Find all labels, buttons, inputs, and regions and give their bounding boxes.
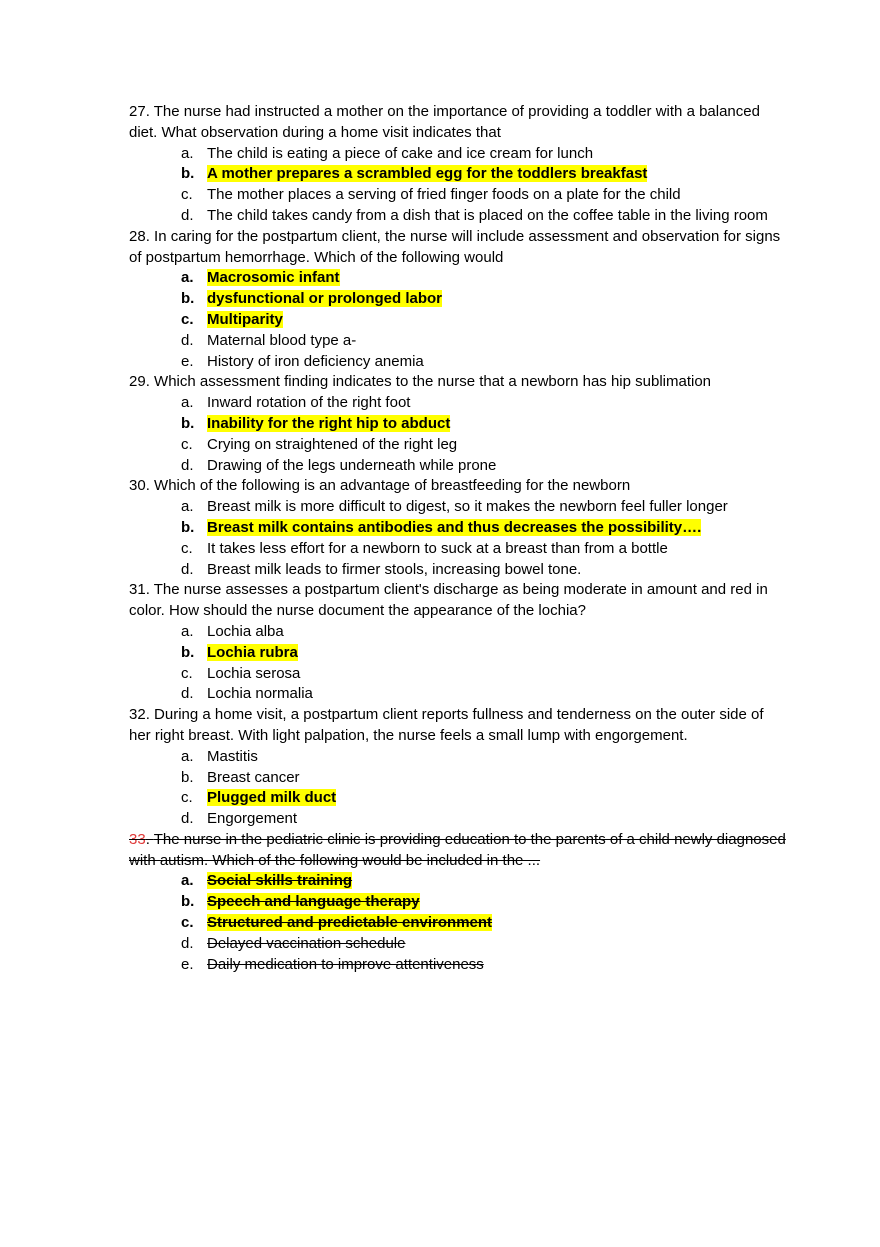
question-30 — [129, 476, 789, 580]
option-text: The mother places a serving of fried finger foods on a plate for the child — [207, 186, 681, 204]
option-letter: d. — [181, 685, 194, 703]
option-text: The child takes candy from a dish that is placed on the coffee table in the living room — [207, 206, 768, 224]
question-text: The nurse assesses a postpartum client's discharge as being moderate in amount and red in color. How should the nurse document the appearance of the lochia? — [129, 581, 768, 620]
question-text: During a home visit, a postpartum client reports fullness and tenderness on the outer side of her right breast. With light palpation, the nurse feels a small lump with engorgement. — [129, 706, 764, 744]
answer-option — [129, 144, 789, 165]
question-stem: 32. During a home visit, a postpartum client reports fullness and tenderness on the outer side of her right breast. With light palpation, the nurse feels a small lump with engorgement. — [129, 706, 764, 744]
option-text: Lochia alba — [207, 622, 284, 640]
question-28 — [129, 227, 789, 373]
question-text: Which assessment finding indicates to the nurse that a newborn has hip sublimation — [154, 373, 712, 391]
option-text: Mastitis — [207, 747, 258, 765]
answer-options — [129, 144, 789, 227]
question-stem: 33. The nurse in the pediatric clinic is providing education to the parents of a child newly diagnosed with autism. Which of the following would be included in the ... — [129, 830, 786, 869]
answer-option — [129, 539, 789, 560]
answer-option — [129, 393, 789, 414]
option-letter: b. — [181, 768, 194, 786]
question-text: In caring for the postpartum client, the nurse will include assessment and observation for signs of postpartum hemorrhage. Which of the following would — [129, 227, 781, 266]
option-text: History of iron deficiency anemia — [207, 352, 424, 370]
option-text: Delayed vaccination schedule — [207, 934, 406, 952]
question-number: 32 — [129, 706, 146, 724]
question-27 — [129, 102, 789, 227]
option-letter: b. — [181, 165, 195, 183]
answer-option — [129, 331, 789, 352]
option-text: Breast milk is more difficult to digest, so it makes the newborn feel fuller longer — [207, 498, 728, 516]
answer-option-highlighted — [129, 518, 789, 539]
answer-options — [129, 497, 789, 580]
answer-option — [129, 497, 789, 518]
answer-options — [129, 871, 789, 975]
question-31 — [129, 580, 789, 705]
answer-option-highlighted — [129, 913, 789, 934]
option-letter: a. — [181, 144, 194, 162]
question-number: 30 — [129, 477, 146, 495]
option-text: Engorgement — [207, 810, 298, 828]
question-text: The nurse had instructed a mother on the importance of providing a toddler with a balanced diet. What observation during a home visit indicates that — [129, 103, 760, 141]
question-stem: 27. The nurse had instructed a mother on the importance of providing a toddler with a balanced diet. What observation during a home visit indicates that — [129, 103, 760, 141]
answer-option-highlighted — [129, 310, 789, 331]
question-number: 29 — [129, 373, 146, 391]
answer-option — [129, 352, 789, 373]
option-letter: b. — [181, 414, 195, 432]
answer-option-highlighted — [129, 788, 789, 809]
answer-option — [129, 747, 789, 768]
option-letter: c. — [181, 539, 193, 557]
answer-option — [129, 955, 789, 976]
answer-option — [129, 622, 789, 643]
answer-option-highlighted — [129, 892, 789, 913]
option-text: Lochia rubra — [207, 643, 298, 661]
answer-option-highlighted — [129, 871, 789, 892]
option-letter: a. — [181, 872, 194, 890]
option-letter: a. — [181, 622, 194, 640]
option-text: Plugged milk duct — [207, 789, 337, 807]
answer-option-highlighted — [129, 289, 789, 310]
option-text: Macrosomic infant — [207, 269, 340, 287]
answer-option — [129, 560, 789, 581]
option-letter: c. — [181, 789, 193, 807]
option-letter: d. — [181, 206, 194, 224]
question-stem: 29. Which assessment finding indicates to the nurse that a newborn has hip sublimation — [129, 373, 712, 391]
document-page — [129, 102, 789, 975]
option-text: Breast milk contains antibodies and thus decreases the possibility…. — [207, 518, 702, 536]
option-text: Social skills training — [207, 872, 353, 890]
question-text: The nurse in the pediatric clinic is providing education to the parents of a child newly diagnosed with autism. Which of the following would be included in the ... — [129, 830, 786, 869]
option-letter: b. — [181, 643, 195, 661]
option-letter: a. — [181, 269, 194, 287]
option-text: dysfunctional or prolonged labor — [207, 290, 443, 308]
option-text: A mother prepares a scrambled egg for the toddlers breakfast — [207, 165, 648, 183]
answer-option-highlighted — [129, 414, 789, 435]
option-letter: e. — [181, 352, 194, 370]
answer-option — [129, 206, 789, 227]
answer-option — [129, 934, 789, 955]
answer-option-highlighted — [129, 643, 789, 664]
option-letter: b. — [181, 290, 195, 308]
question-number: 28 — [129, 227, 146, 245]
option-letter: c. — [181, 186, 193, 204]
option-letter: d. — [181, 810, 194, 828]
answer-options — [129, 747, 789, 830]
option-text: Lochia serosa — [207, 664, 301, 682]
option-text: Inward rotation of the right foot — [207, 394, 411, 412]
question-number: 27 — [129, 103, 146, 120]
answer-option — [129, 684, 789, 705]
option-letter: e. — [181, 955, 194, 973]
answer-option — [129, 664, 789, 685]
option-letter: b. — [181, 893, 195, 911]
answer-option-highlighted — [129, 268, 789, 289]
answer-option-highlighted — [129, 164, 789, 185]
option-letter: a. — [181, 747, 194, 765]
option-letter: d. — [181, 934, 194, 952]
answer-option — [129, 456, 789, 477]
question-stem: 31. The nurse assesses a postpartum client's discharge as being moderate in amount and red in color. How should the nurse document the appearance of the lochia? — [129, 581, 768, 620]
option-text: It takes less effort for a newborn to suck at a breast than from a bottle — [207, 539, 668, 557]
option-letter: d. — [181, 560, 194, 578]
answer-options — [129, 268, 789, 372]
option-text: Daily medication to improve attentiveness — [207, 955, 484, 973]
option-text: Structured and predictable environment — [207, 914, 493, 932]
question-stem: 28. In caring for the postpartum client, the nurse will include assessment and observation for signs of postpartum hemorrhage. Which of the following would — [129, 227, 781, 266]
option-letter: c. — [181, 664, 193, 682]
question-number: 33 — [129, 830, 146, 848]
question-number: 31 — [129, 581, 146, 599]
option-text: The child is eating a piece of cake and ice cream for lunch — [207, 144, 594, 162]
answer-option — [129, 768, 789, 789]
option-text: Crying on straightened of the right leg — [207, 435, 458, 453]
option-letter: d. — [181, 331, 194, 349]
answer-options — [129, 393, 789, 476]
option-text: Breast cancer — [207, 768, 300, 786]
option-text: Breast milk leads to firmer stools, increasing bowel tone. — [207, 560, 582, 578]
option-letter: b. — [181, 518, 195, 536]
question-32 — [129, 705, 789, 830]
answer-option — [129, 809, 789, 830]
option-letter: a. — [181, 498, 194, 516]
question-stem: 30. Which of the following is an advantage of breastfeeding for the newborn — [129, 477, 631, 495]
option-text: Maternal blood type a- — [207, 331, 357, 349]
option-letter: a. — [181, 394, 194, 412]
option-text: Drawing of the legs underneath while prone — [207, 456, 497, 474]
option-text: Lochia normalia — [207, 685, 313, 703]
option-letter: d. — [181, 456, 194, 474]
option-text: Inability for the right hip to abduct — [207, 414, 451, 432]
option-letter: c. — [181, 914, 194, 932]
answer-option — [129, 185, 789, 206]
answer-options — [129, 622, 789, 705]
question-text: Which of the following is an advantage of breastfeeding for the newborn — [154, 477, 631, 495]
option-text: Speech and language therapy — [207, 893, 420, 911]
question-29 — [129, 372, 789, 476]
answer-option — [129, 435, 789, 456]
option-letter: c. — [181, 435, 193, 453]
option-text: Multiparity — [207, 310, 283, 328]
option-letter: c. — [181, 310, 194, 328]
question-33-struck — [129, 830, 789, 976]
